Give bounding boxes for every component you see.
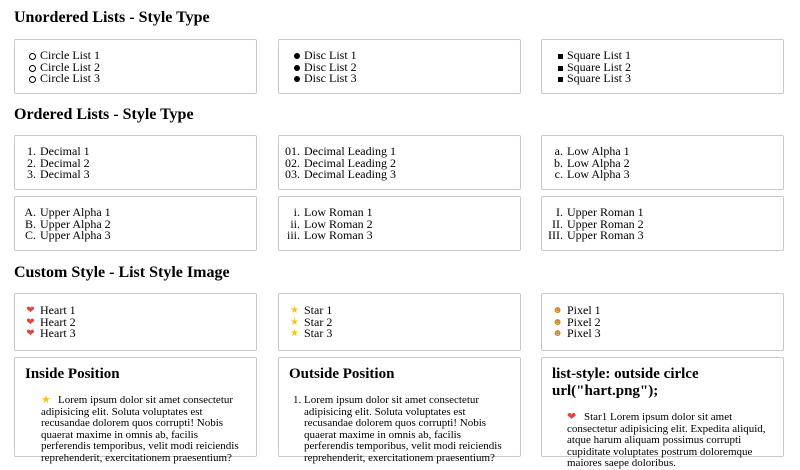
list-item: ☻ Pixel 3	[552, 326, 601, 340]
unordered-section-title: Unordered Lists - Style Type	[14, 9, 210, 26]
list-item: c. Low Alpha 3	[554, 167, 630, 181]
square-list-box	[541, 39, 784, 94]
list-item: Square List 2	[567, 62, 783, 74]
decimal-leading-list-box	[278, 135, 521, 190]
outside-position-box	[278, 357, 521, 464]
pixel-face-icon: ☻	[552, 305, 563, 316]
square-bullet-icon	[558, 77, 563, 82]
ordered-section-title: Ordered Lists - Style Type	[14, 106, 194, 123]
list-item: 1. Decimal 1	[27, 144, 90, 158]
square-bullet-icon	[558, 54, 563, 59]
custom-section-title: Custom Style - List Style Image	[14, 264, 230, 281]
star-list	[279, 305, 520, 340]
low-alpha-list-box	[541, 135, 784, 190]
upper-roman-list	[542, 207, 783, 242]
pixel-list	[542, 305, 783, 340]
heart-icon: ❤	[26, 305, 35, 316]
list-item: ❤ Heart 1	[26, 303, 76, 317]
star-icon: ★	[41, 394, 51, 406]
heart-list	[15, 305, 256, 340]
star-icon: ★	[290, 316, 299, 328]
pixel-face-icon: ☻	[552, 328, 563, 339]
list-item: ★ Star 2	[290, 314, 333, 329]
list-item: ii. Low Roman 2	[290, 216, 373, 231]
circle-list-box	[14, 39, 257, 94]
list-item: 02. Decimal Leading 2	[285, 155, 396, 170]
list-item: Square List 3	[567, 73, 783, 85]
list-item: a. Low Alpha 1	[554, 144, 630, 158]
circle-bullet-icon	[29, 53, 36, 60]
disc-bullet-icon	[294, 53, 300, 59]
pixel-face-icon: ☻	[552, 316, 563, 328]
list-item: II. Upper Roman 2	[552, 216, 644, 231]
star-icon: ★	[290, 305, 299, 316]
list-item: iii. Low Roman 3	[286, 228, 373, 242]
disc-bullet-icon	[294, 76, 300, 82]
custom-position-title: list-style: outside cirlce url("hart.png");	[552, 366, 699, 399]
square-list	[542, 50, 783, 85]
square-bullet-icon	[558, 66, 563, 71]
list-item: ★ Star 3	[290, 326, 333, 340]
decimal-leading-list	[279, 146, 520, 181]
heart-icon: ❤	[567, 411, 577, 423]
circle-bullet-icon	[29, 65, 36, 72]
decimal-list	[15, 146, 256, 181]
list-item: 2. Decimal 2	[27, 155, 90, 170]
list-item: Circle List 3	[40, 73, 256, 85]
upper-roman-list-box	[541, 196, 784, 251]
star-list-box	[278, 293, 521, 351]
list-item: I. Upper Roman 1	[556, 205, 644, 219]
list-item: C. Upper Alpha 3	[24, 228, 111, 242]
star-icon: ★	[290, 328, 299, 339]
pixel-list-box	[541, 293, 784, 351]
list-item: 3. Decimal 3	[27, 167, 90, 181]
heart-icon: ❤	[26, 316, 35, 328]
outside-position-text: 1. Lorem ipsum dolor sit amet consectetur adipisicing elit. Soluta voluptates est recusandae dolorem quos corrupti! Nobis quaerat maxime in omnis ab, facilis perferendis temporibus, velit modi reiciendis reprehenderit, exercitationem praesentium?	[293, 394, 502, 464]
list-item: ❤ Heart 3	[26, 326, 76, 340]
list-item: i. Low Roman 1	[293, 205, 373, 219]
upper-alpha-list-box	[14, 196, 257, 251]
circle-list	[15, 50, 256, 85]
low-roman-list-box	[278, 196, 521, 251]
disc-bullet-icon	[294, 65, 300, 71]
low-roman-list	[279, 207, 520, 242]
list-item: Square List 1	[567, 50, 783, 62]
disc-list-box	[278, 39, 521, 94]
list-item: A. Upper Alpha 1	[24, 205, 111, 219]
custom-position-text: ❤ Star1 Lorem ipsum dolor sit amet consectetur adipisicing elit. Expedita aliquid, atque harum aliquam possimus corrupti cupiditate voluptates postrum doloremque maiores saepe doloribus.	[567, 411, 766, 469]
list-item: Circle List 2	[40, 62, 256, 74]
list-item: ☻ Pixel 2	[552, 314, 601, 329]
heart-list-box	[14, 293, 257, 351]
inside-position-box	[14, 357, 257, 464]
inside-position-text: ★ Lorem ipsum dolor sit amet consectetur adipisicing elit. Soluta voluptates est recusandae dolorem quos corrupti! Nobis quaerat maxime in omnis ab, facilis perferendis temporibus, velit modi reiciendis reprehenderit, exercitationem praesentium?	[41, 394, 239, 464]
list-item: Circle List 1	[40, 50, 256, 62]
list-item: ❤ Heart 2	[26, 314, 76, 329]
circle-bullet-icon	[29, 76, 36, 83]
outside-position-title: Outside Position	[289, 366, 395, 382]
list-item: III. Upper Roman 3	[548, 228, 644, 242]
list-item: Disc List 1	[304, 50, 520, 62]
custom-position-box	[541, 357, 784, 469]
list-item: 03. Decimal Leading 3	[285, 167, 396, 181]
list-item: B. Upper Alpha 2	[24, 216, 111, 231]
disc-list	[279, 50, 520, 85]
low-alpha-list	[542, 146, 783, 181]
decimal-list-box	[14, 135, 257, 190]
upper-alpha-list	[15, 207, 256, 242]
list-item: Disc List 2	[304, 62, 520, 74]
list-item: ☻ Pixel 1	[552, 303, 601, 317]
heart-icon: ❤	[26, 328, 35, 339]
inside-position-title: Inside Position	[25, 366, 120, 382]
list-item: Disc List 3	[304, 73, 520, 85]
list-item: 01. Decimal Leading 1	[285, 144, 396, 158]
list-item: ★ Star 1	[290, 303, 333, 317]
list-item: b. Low Alpha 2	[554, 155, 630, 170]
